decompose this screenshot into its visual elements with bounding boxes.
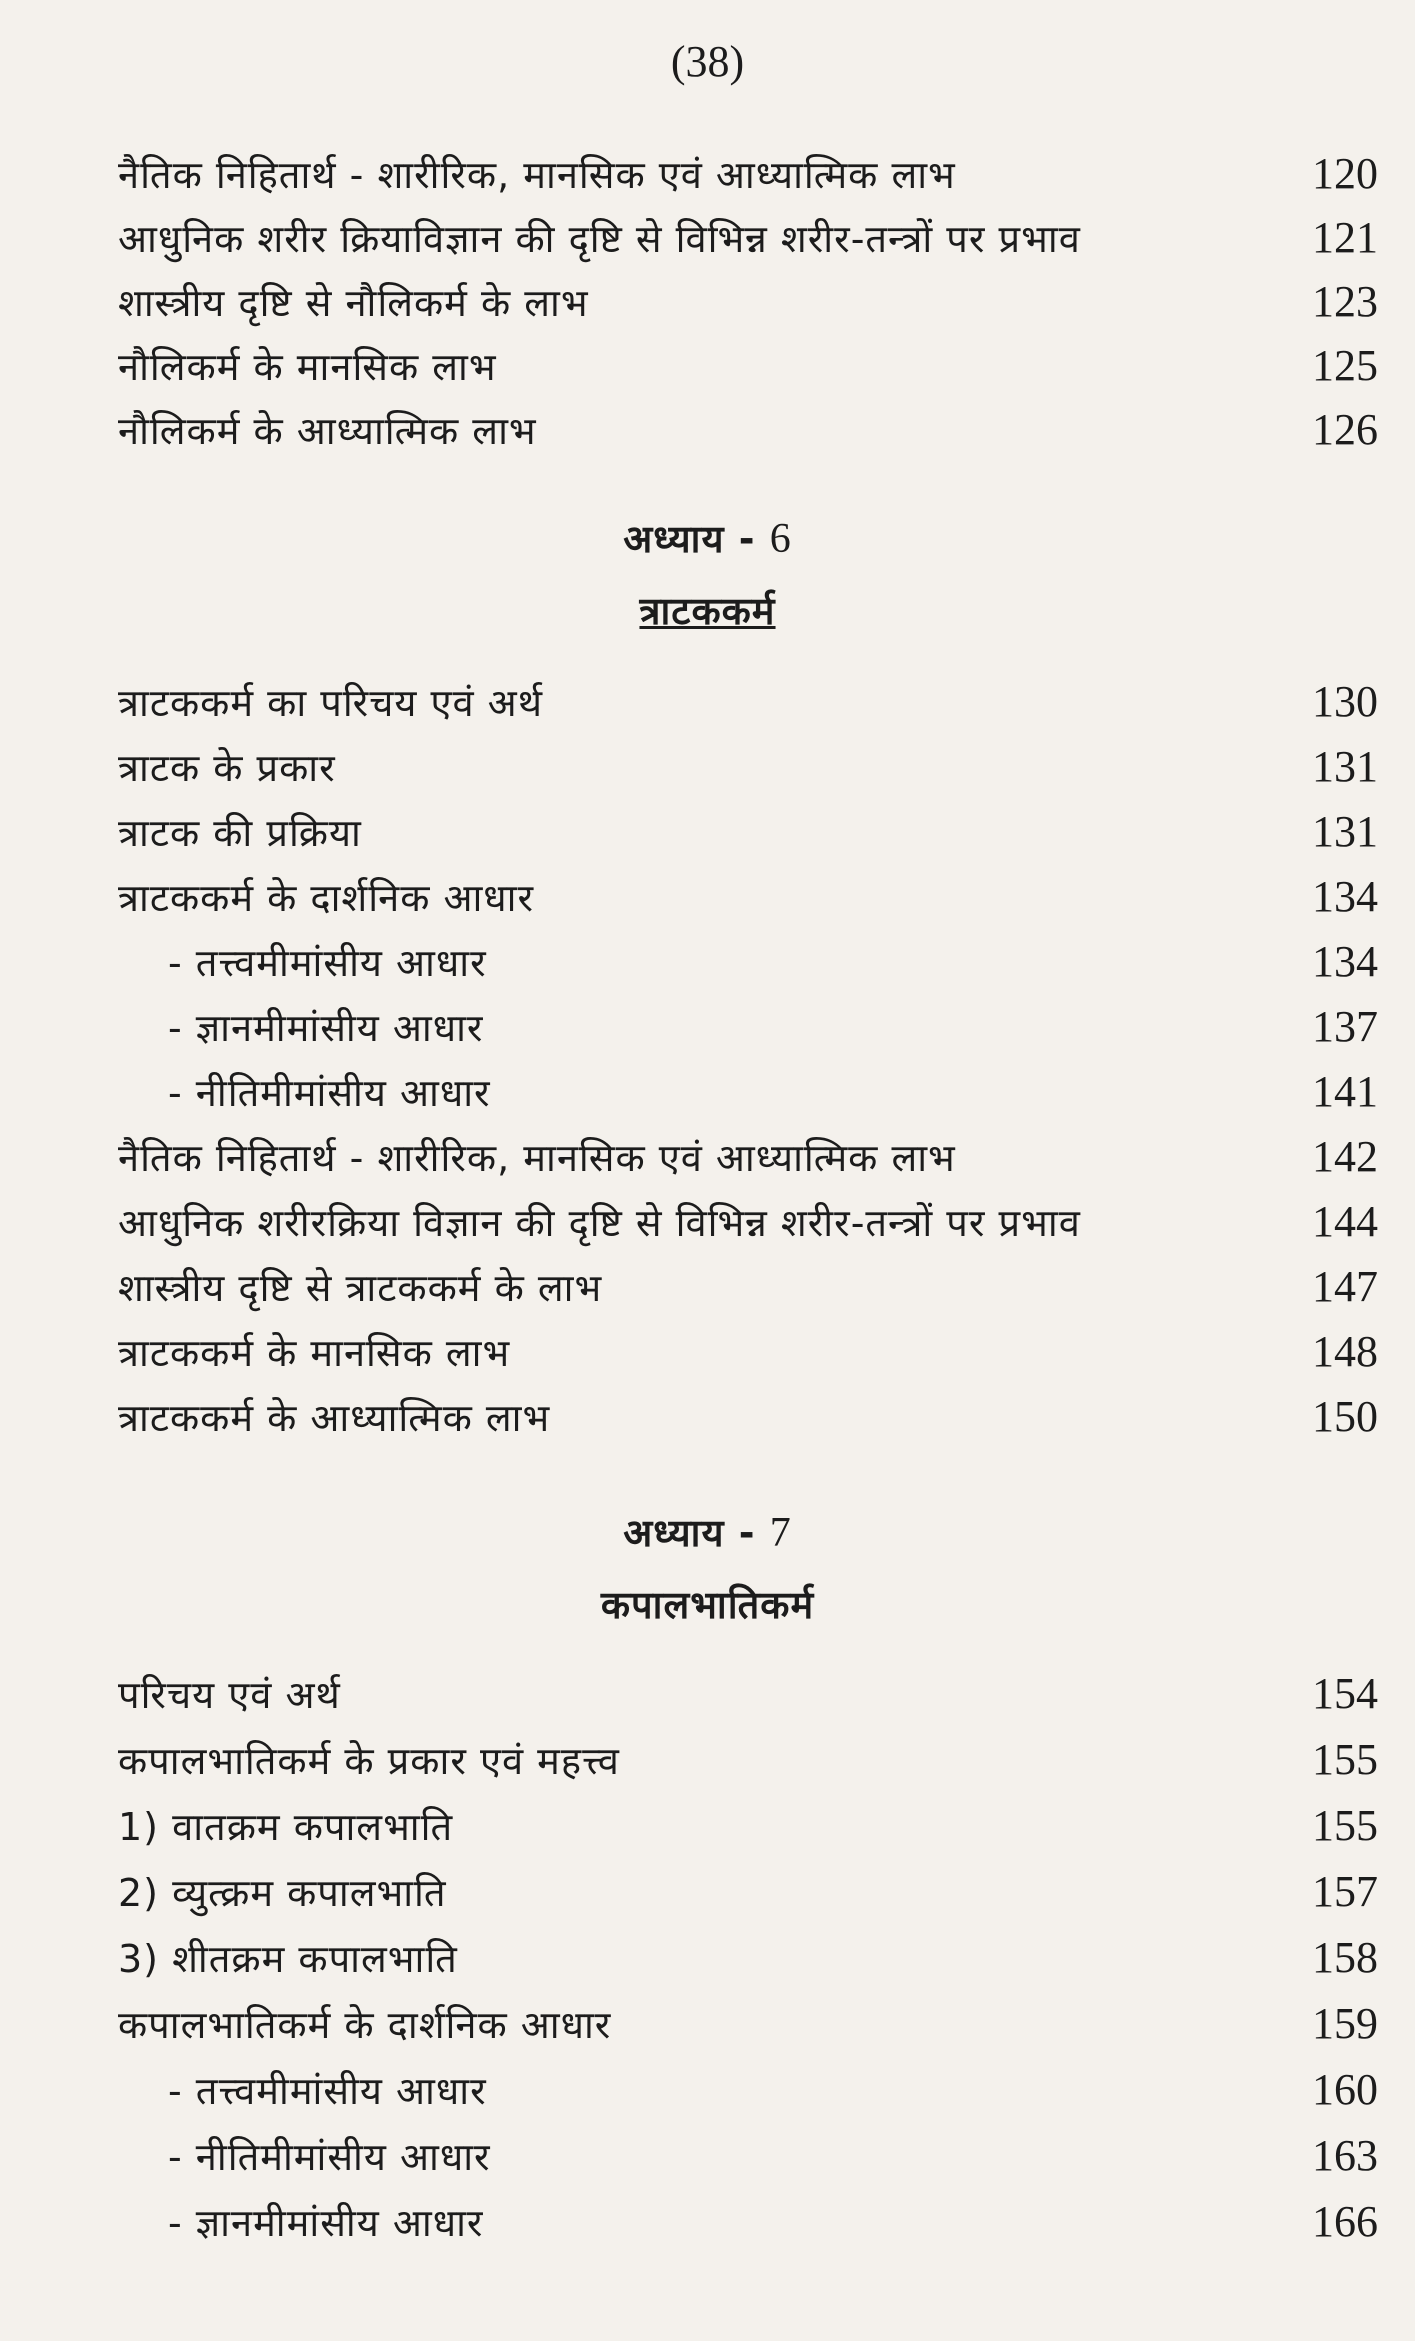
toc-entry <box>118 276 1378 342</box>
entry-page: 157 <box>1312 1867 1378 1916</box>
entry-title: 3) शीतक्रम कपालभाति <box>118 1937 458 1981</box>
toc-entry <box>118 1001 1378 1067</box>
entry-page: 158 <box>1312 1933 1378 1982</box>
entry-title: त्राटककर्म के आध्यात्मिक लाभ <box>118 1396 551 1440</box>
toc-entry <box>118 1734 1378 1800</box>
entry-page: 166 <box>1312 2197 1378 2246</box>
toc-entry <box>118 148 1378 214</box>
entry-title: - ज्ञानमीमांसीय आधार <box>168 2201 484 2245</box>
entry-page: 131 <box>1312 807 1378 856</box>
entry-title: - ज्ञानमीमांसीय आधार <box>168 1006 484 1050</box>
entry-page: 142 <box>1312 1132 1378 1181</box>
entry-title: आधुनिक शरीर क्रियाविज्ञान की दृष्टि से विभिन्न शरीर-तन्त्रों पर प्रभाव <box>118 217 1081 261</box>
entry-page: 131 <box>1312 742 1378 791</box>
entry-title: कपालभातिकर्म के दार्शनिक आधार <box>118 2003 612 2047</box>
entry-title: परिचय एवं अर्थ <box>118 1673 341 1717</box>
toc-entry <box>118 1668 1378 1734</box>
entry-title: नैतिक निहितार्थ - शारीरिक, मानसिक एवं आध्यात्मिक लाभ <box>118 1136 956 1180</box>
toc-entry <box>118 1866 1378 1932</box>
entry-page: 163 <box>1312 2131 1378 2180</box>
entry-page: 120 <box>1312 149 1378 198</box>
entry-title: त्राटककर्म के मानसिक लाभ <box>118 1331 511 1375</box>
chapter-6-label: अध्याय - 6 <box>623 516 792 562</box>
toc-entry <box>118 1261 1378 1327</box>
entry-title: शास्त्रीय दृष्टि से त्राटककर्म के लाभ <box>118 1266 603 1310</box>
entry-title: 2) व्युत्क्रम कपालभाति <box>118 1871 447 1915</box>
page-number: (38) <box>670 37 745 86</box>
chapter-6-title: त्राटककर्म <box>639 589 776 633</box>
entry-title: - तत्त्वमीमांसीय आधार <box>168 2069 487 2113</box>
toc-entry <box>118 1800 1378 1866</box>
entry-title: नौलिकर्म के आध्यात्मिक लाभ <box>118 409 537 453</box>
entry-title: त्राटक के प्रकार <box>118 746 336 790</box>
entry-page: 160 <box>1312 2065 1378 2114</box>
entry-page: 147 <box>1312 1262 1378 1311</box>
toc-entry <box>118 1131 1378 1197</box>
chapter-7-title: कपालभातिकर्म <box>600 1583 815 1627</box>
toc-entry <box>118 1932 1378 1998</box>
toc-entry <box>118 404 1378 470</box>
entry-title: नौलिकर्म के मानसिक लाभ <box>118 345 497 389</box>
entry-title: - नीतिमीमांसीय आधार <box>168 2135 491 2179</box>
toc-entry <box>118 806 1378 872</box>
toc-entry <box>118 1998 1378 2064</box>
toc-entry <box>118 212 1378 278</box>
entry-title: त्राटककर्म का परिचय एवं अर्थ <box>118 681 543 725</box>
entry-page: 121 <box>1312 213 1378 262</box>
entry-title: - नीतिमीमांसीय आधार <box>168 1071 491 1115</box>
chapter-7-label: अध्याय - 7 <box>623 1510 792 1556</box>
entry-page: 137 <box>1312 1002 1378 1051</box>
toc-entry <box>118 2130 1378 2196</box>
entry-title: 1) वातक्रम कपालभाति <box>118 1805 454 1849</box>
toc-entry <box>118 340 1378 406</box>
entry-page: 150 <box>1312 1392 1378 1441</box>
entry-page: 134 <box>1312 872 1378 921</box>
entry-title: नैतिक निहितार्थ - शारीरिक, मानसिक एवं आध्यात्मिक लाभ <box>118 153 956 197</box>
entry-page: 130 <box>1312 677 1378 726</box>
entry-page: 125 <box>1312 341 1378 390</box>
toc-entry <box>118 2064 1378 2130</box>
toc-entry <box>118 1391 1378 1457</box>
entry-page: 155 <box>1312 1801 1378 1850</box>
entry-page: 155 <box>1312 1735 1378 1784</box>
entry-page: 144 <box>1312 1197 1378 1246</box>
toc-entry <box>118 936 1378 1002</box>
entry-title: कपालभातिकर्म के प्रकार एवं महत्त्व <box>118 1739 620 1783</box>
entry-page: 154 <box>1312 1669 1378 1718</box>
entry-title: शास्त्रीय दृष्टि से नौलिकर्म के लाभ <box>118 281 589 325</box>
entry-page: 134 <box>1312 937 1378 986</box>
entry-title: त्राटककर्म के दार्शनिक आधार <box>118 876 535 920</box>
toc-entry <box>118 2196 1378 2262</box>
entry-title: - तत्त्वमीमांसीय आधार <box>168 941 487 985</box>
toc-entry <box>118 871 1378 937</box>
toc-entry <box>118 1066 1378 1132</box>
entry-page: 148 <box>1312 1327 1378 1376</box>
entry-page: 141 <box>1312 1067 1378 1116</box>
toc-entry <box>118 741 1378 807</box>
toc-entry <box>118 676 1378 742</box>
toc-entry <box>118 1326 1378 1392</box>
toc-entry <box>118 1196 1378 1262</box>
entry-page: 126 <box>1312 405 1378 454</box>
entry-title: आधुनिक शरीरक्रिया विज्ञान की दृष्टि से विभिन्न शरीर-तन्त्रों पर प्रभाव <box>118 1201 1081 1245</box>
entry-page: 159 <box>1312 1999 1378 2048</box>
entry-page: 123 <box>1312 277 1378 326</box>
entry-title: त्राटक की प्रक्रिया <box>118 811 362 855</box>
